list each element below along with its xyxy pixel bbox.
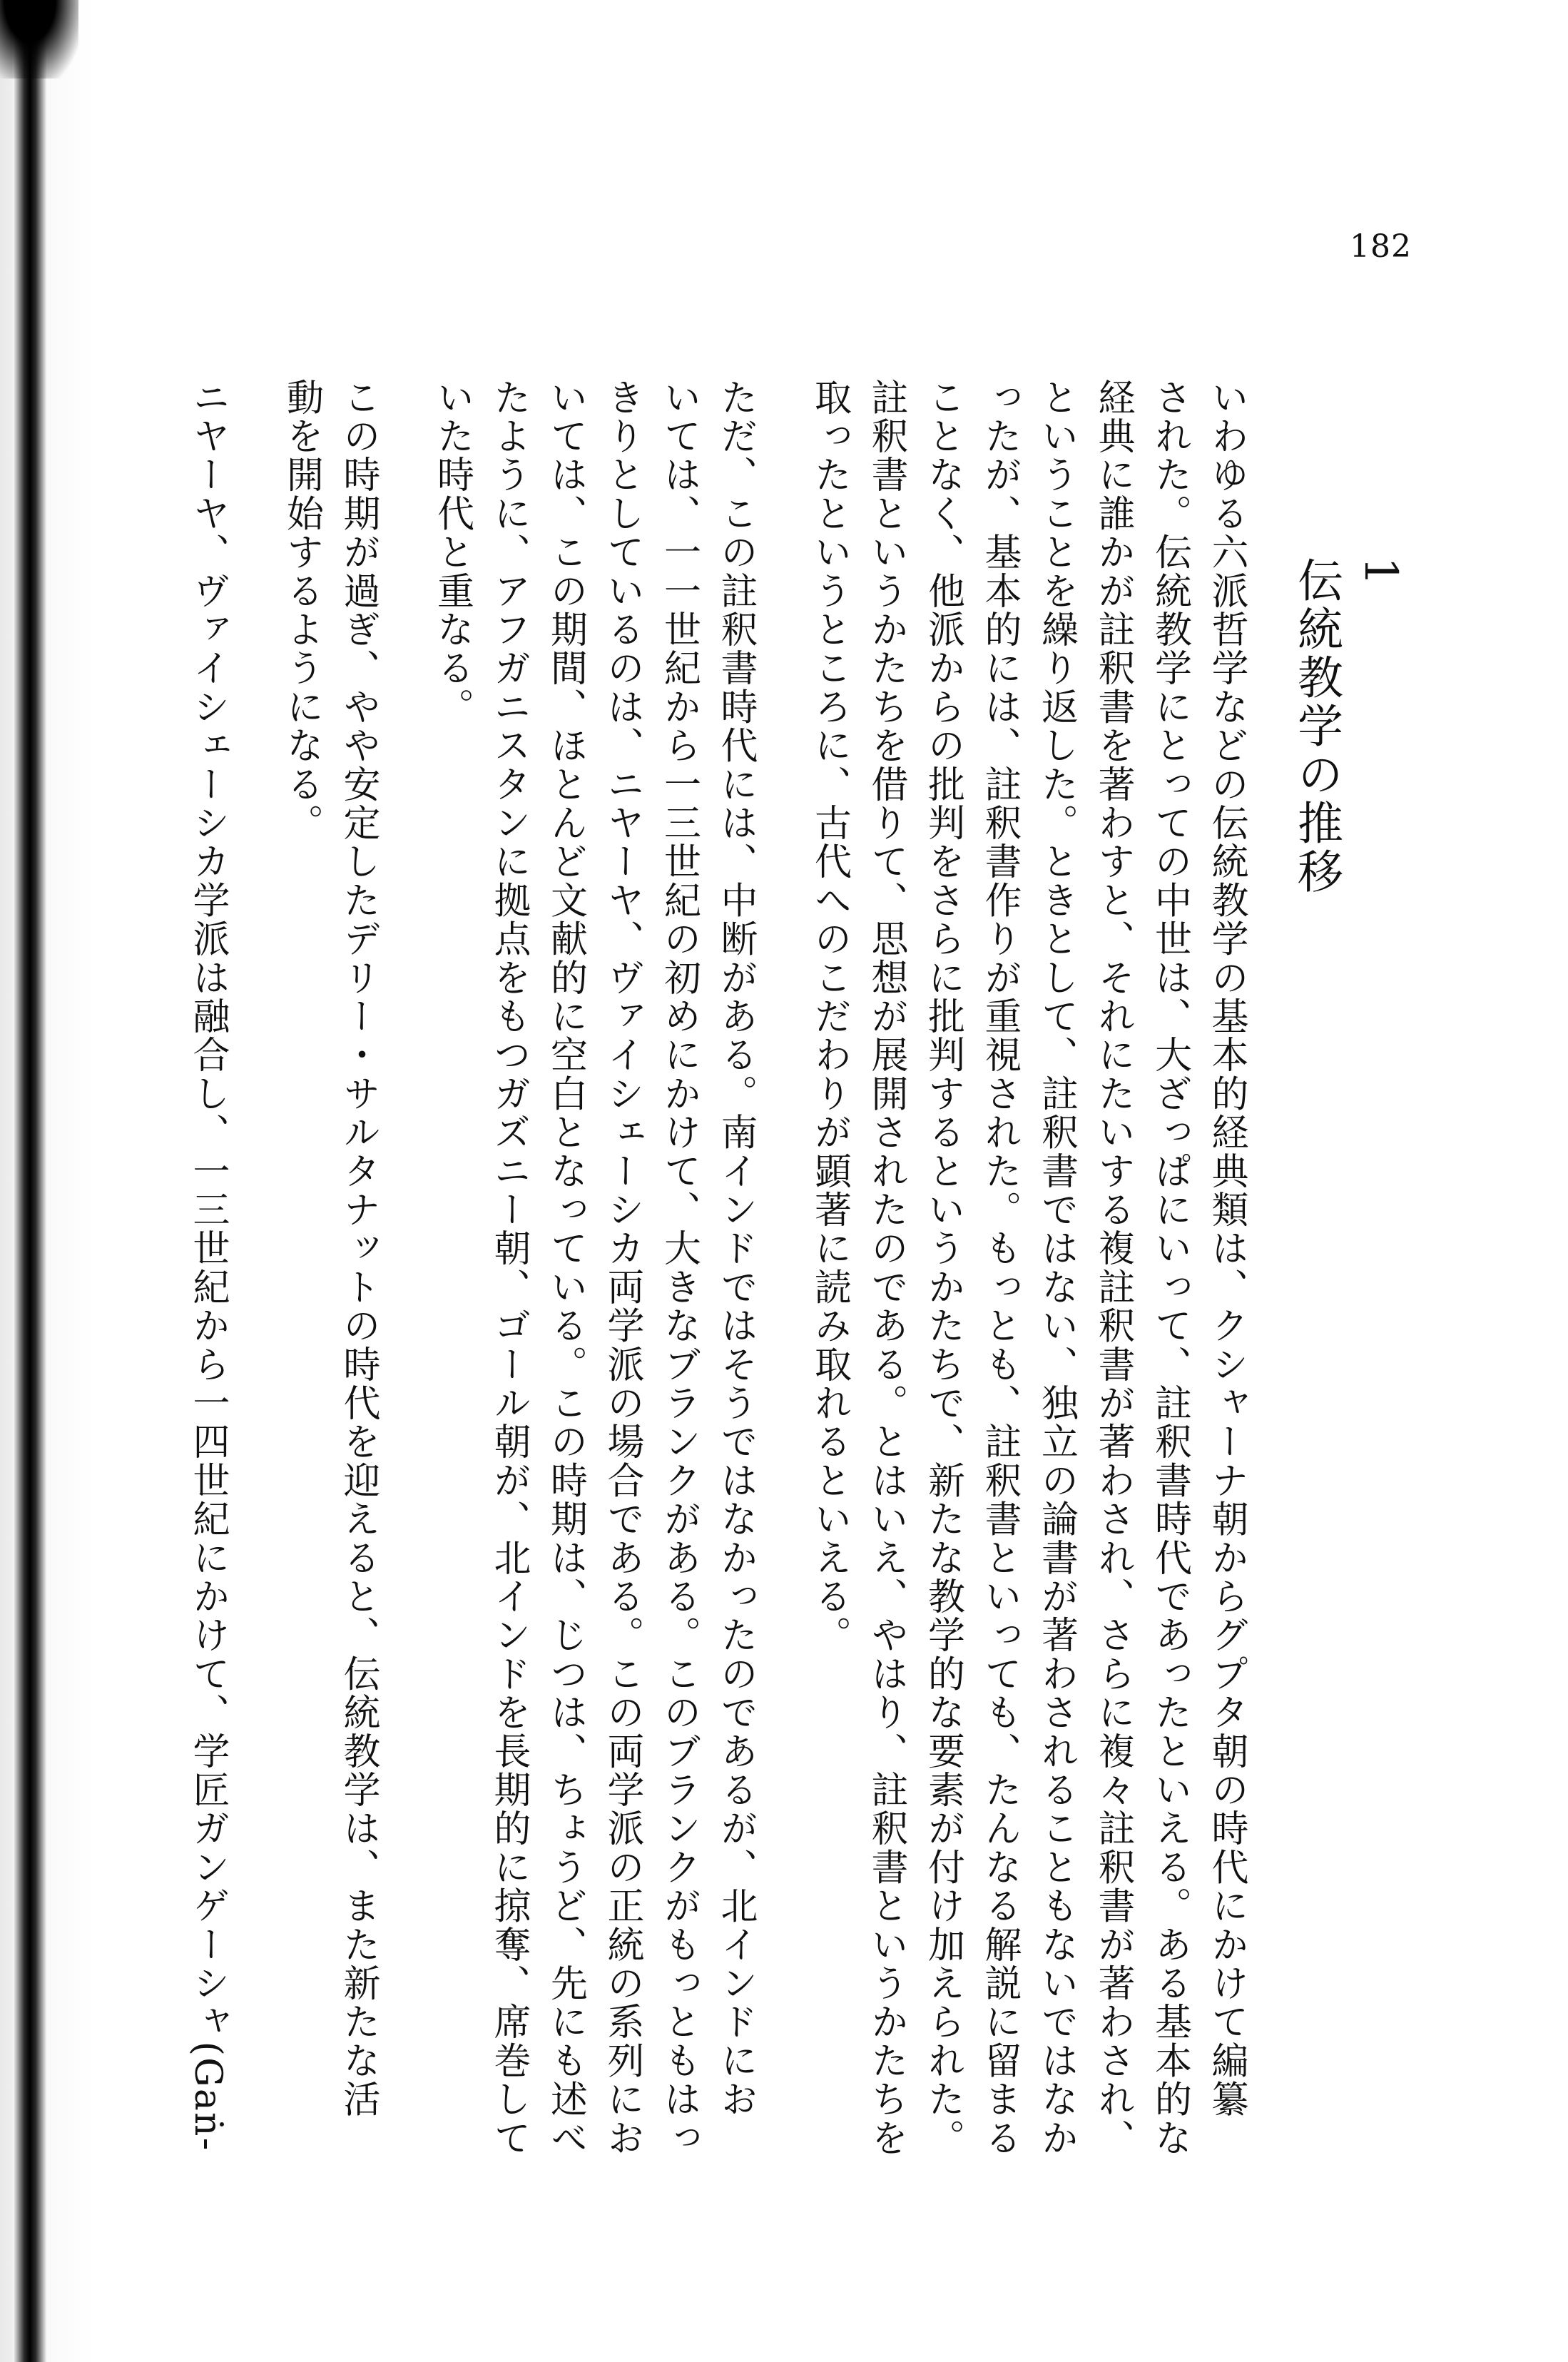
text-column: いては、この期間、ほとんど文献的に空白となっている。この時期は、じつは、ちょうど、先にも述べ: [544, 378, 587, 2158]
body-text: [186, 378, 1291, 2158]
text-column: ことなく、他派からの批判をさらに批判するというかたちで、新たな教学的な要素が付け加えられた。: [921, 378, 964, 2158]
section-title: 伝統教学の推移: [1290, 557, 1343, 896]
section-heading: [1290, 557, 1412, 942]
text-column: この時期が過ぎ、やや安定したデリー・サルタナットの時代を迎えると、伝統教学は、また新たな活: [337, 378, 380, 2119]
text-column: きりとしているのは、ニヤーヤ、ヴァイシェーシカ両学派の場合である。この両学派の正統の系列にお: [601, 378, 643, 2158]
text-column: ニヤーヤ、ヴァイシェーシカ学派は融合し、一三世紀から一四世紀にかけて、学匠ガンゲーシャ(Gaṅ-: [186, 378, 229, 2152]
page-number: 182: [1350, 228, 1412, 265]
text-column: された。伝統教学にとっての中世は、大ざっぱにいって、註釈書時代であったといえる。ある基本的な: [1148, 378, 1191, 2158]
text-column: いた時代と重なる。: [430, 378, 474, 726]
text-column: ということを繰り返した。ときとして、註釈書ではない、独立の論書が著わされることもないではなか: [1034, 378, 1078, 2158]
book-spine-corner: [0, 0, 78, 78]
text-column: いては、一一世紀から一三世紀の初めにかけて、大きなブランクがある。このブランクがもっともはっ: [657, 378, 701, 2158]
text-column: 経典に誰かが註釈書を著わすと、それにたいする複註釈書が著わされ、さらに複々註釈書が著わされ、: [1091, 378, 1134, 2158]
text-column: たように、アフガニスタンに拠点をもつガズニー朝、ゴール朝が、北インドを長期的に掠奪、席巻して: [487, 378, 530, 2158]
text-column: ったが、基本的には、註釈書作りが重視された。もっとも、註釈書といっても、たんなる解説に留まる: [978, 378, 1021, 2158]
book-spine-shadow: [13, 0, 47, 2362]
text-column: ただ、この註釈書時代には、中断がある。南インドではそうではなかったのであるが、北インドにお: [714, 378, 757, 2119]
text-column: 動を開始するようになる。: [280, 378, 323, 843]
section-number: 1: [1354, 557, 1407, 589]
text-column: 取ったというところに、古代へのこだわりが顕著に読み取れるといえる。: [808, 378, 851, 1655]
text-column: いわゆる六派哲学などの伝統教学の基本的経典類は、クシャーナ朝からグプタ朝の時代にかけて編纂: [1205, 378, 1248, 2119]
text-column: 註釈書というかたちを借りて、思想が展開されたのである。とはいえ、やはり、註釈書というかたちを: [865, 378, 907, 2158]
